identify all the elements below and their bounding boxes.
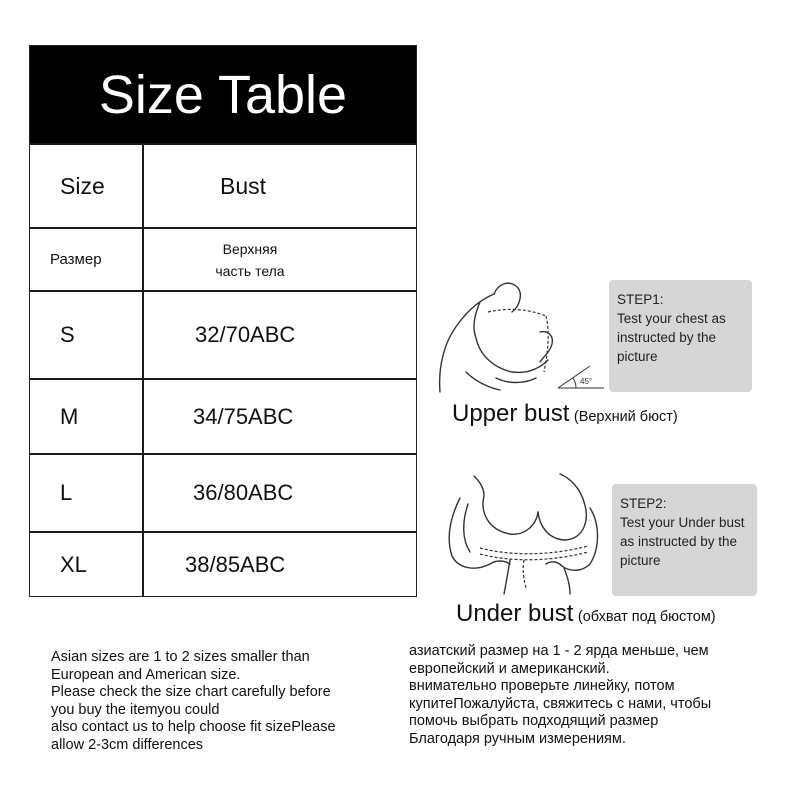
row-l-size: L bbox=[60, 480, 73, 505]
header-bust-ru-line1: Верхняя bbox=[222, 240, 278, 257]
header-size: Size bbox=[60, 172, 105, 199]
row-m-size: M bbox=[60, 403, 79, 429]
note-line: азиатский размер на 1 - 2 ярда меньше, чем bbox=[409, 643, 709, 659]
header-bust: Bust bbox=[220, 172, 267, 199]
notes-english bbox=[51, 649, 336, 754]
step2-text-line: picture bbox=[620, 553, 661, 568]
note-line: allow 2-3cm differences bbox=[51, 736, 204, 753]
header-bust-ru bbox=[190, 229, 310, 290]
note-line: европейский и американский. bbox=[409, 660, 610, 677]
step1-text-line: Test your chest as bbox=[617, 311, 726, 326]
row-l-bust: 36/80ABC bbox=[193, 480, 294, 505]
note-line: внимательно проверьте линейку, потом bbox=[409, 678, 675, 694]
upper-bust-caption-ru: (Верхний бюст) bbox=[573, 409, 678, 425]
step1-text-line: instructed by the bbox=[617, 330, 717, 345]
note-line: you buy the itemyou could bbox=[51, 701, 220, 718]
row-s-size: S bbox=[60, 322, 75, 347]
upper-bust-caption-en: Upper bust bbox=[452, 400, 570, 427]
upper-bust-illustration bbox=[436, 272, 606, 396]
note-line: помочь выбрать подходящий размер bbox=[409, 713, 659, 729]
step1-instruction-box bbox=[609, 280, 752, 392]
note-line: European and American size. bbox=[51, 666, 241, 683]
note-line: Asian sizes are 1 to 2 sizes smaller than bbox=[51, 649, 310, 665]
step2-text-line: Test your Under bust bbox=[620, 515, 745, 530]
header-bust-ru-line2: часть тела bbox=[215, 262, 285, 279]
under-bust-caption-en: Under bust bbox=[456, 600, 574, 627]
upper-bust-caption bbox=[452, 400, 678, 428]
row-m-bust: 34/75ABC bbox=[193, 403, 294, 429]
step2-text-line: as instructed by the bbox=[620, 534, 738, 549]
table-title: Size Table bbox=[30, 46, 416, 143]
header-size-ru: Размер bbox=[50, 251, 102, 268]
row-s-bust: 32/70ABC bbox=[195, 322, 296, 347]
size-table bbox=[29, 45, 417, 597]
under-bust-caption-ru: (обхват под бюстом) bbox=[577, 609, 716, 625]
note-line: Благодаря ручным измерениям. bbox=[409, 730, 626, 747]
row-xl-bust: 38/85ABC bbox=[185, 551, 286, 577]
under-bust-illustration bbox=[440, 468, 610, 596]
table-column-divider bbox=[142, 143, 144, 596]
note-line: also contact us to help choose fit sizePlease bbox=[51, 719, 336, 735]
notes-russian bbox=[409, 643, 711, 748]
note-line: купитеПожалуйста, свяжитесь с нами, чтобы bbox=[409, 695, 712, 712]
step2-instruction-box bbox=[612, 484, 757, 596]
step1-text-line: picture bbox=[617, 349, 658, 364]
note-line: Please check the size chart carefully before bbox=[51, 684, 331, 700]
step2-title: STEP2: bbox=[620, 496, 667, 511]
under-bust-caption bbox=[456, 600, 716, 628]
row-xl-size: XL bbox=[60, 551, 87, 577]
angle-label: 45° bbox=[580, 377, 593, 386]
step1-title: STEP1: bbox=[617, 292, 664, 307]
